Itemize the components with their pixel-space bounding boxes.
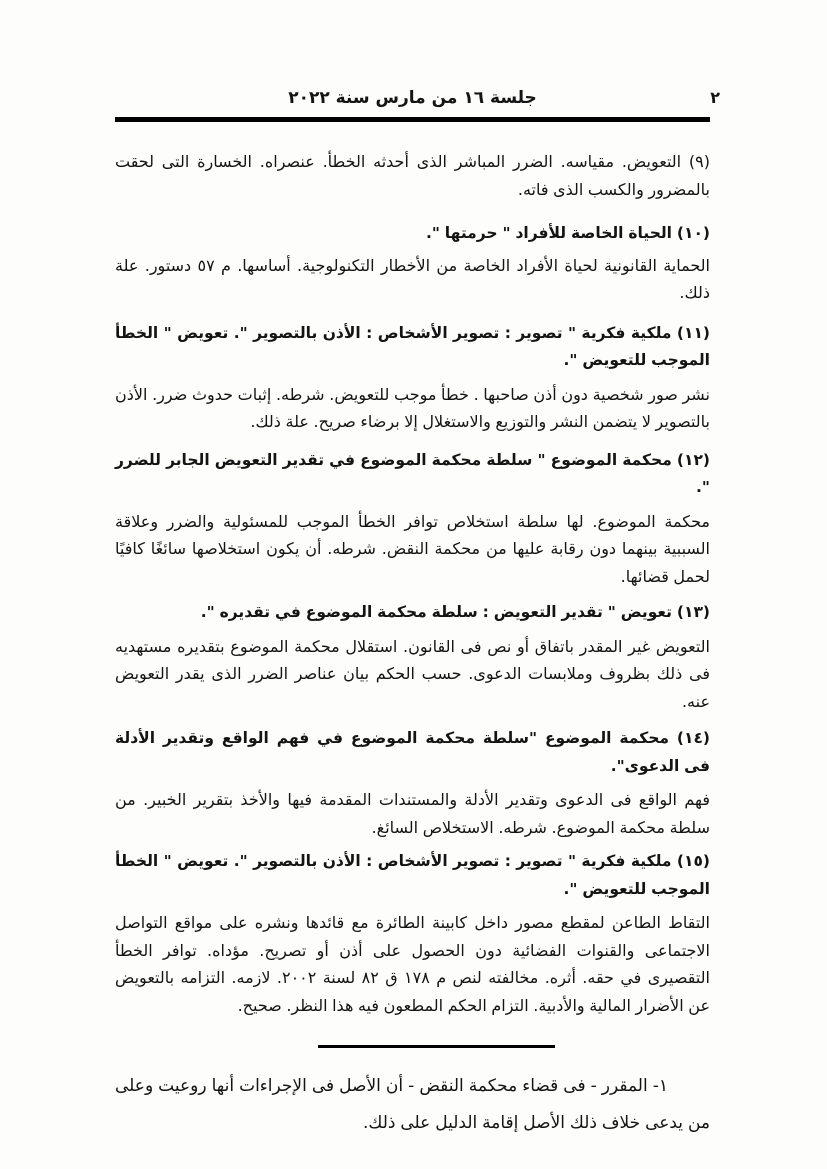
item-11-heading: (١١) ملكية فكرية " تصوير : تصوير الأشخاص : الأذن بالتصوير ". تعويض " الخطأ الموجب للتعويض ".: [115, 323, 710, 369]
item-11-body: نشر صور شخصية دون أذن صاحبها . خطأ موجب للتعويض. شرطه. إثبات حدوث ضرر. الأذن بالتصوير لا يتضمن النشر والتوزيع والاستغلال إلا برضاء صريح. علة ذلك.: [115, 384, 710, 431]
page-header: [115, 86, 720, 110]
item-12-body: محكمة الموضوع. لها سلطة استخلاص توافر الخطأ الموجب للمسئولية والضرر وعلاقة السببية بينهما دون رقابة عليها من محكمة النقض. شرطه. أن يكون استخلاصها سائغًا كافيًا لحمل قضائها.: [115, 511, 710, 586]
footnote-separator: [318, 1045, 555, 1048]
session-header-title: جلسة ١٦ من مارس سنة ٢٠٢٢: [288, 88, 537, 108]
footnote-text: ١- المقرر - فى قضاء محكمة النقض - أن الأصل فى الإجراءات أنها روعيت وعلى من يدعى خلاف ذلك الأصل إقامة الدليل على ذلك.: [115, 1076, 710, 1133]
item-15-body: التقاط الطاعن لمقطع مصور داخل كابينة الطائرة مع قائدها ونشره على مواقع التواصل الاجتماعى والقنوات الفضائية دون الحصول على أذن أو تصريح. مؤداه. توافر الخطأ التقصيرى في حقه. أثره. مخالفته لنص م ١٧٨ ق ٨٢ لسنة ٢٠٠٢. لازمه. التزامه بالتعويض عن الأضرار المالية والأدبية. التزام الحكم المطعون فيه هذا النظر. صحيح.: [115, 913, 710, 1015]
item-14-body: فهم الواقع فى الدعوى وتقدير الأدلة والمستندات المقدمة فيها والأخذ بتقرير الخبير. من سلطة محكمة الموضوع. شرطه. الاستخلاص السائغ.: [115, 790, 710, 837]
item-13-body: التعويض غير المقدر باتفاق أو نص فى القانون. استقلال محكمة الموضوع بتقديره مستهديه فى ذلك بظروف وملابسات الدعوى. حسب الحكم بيان عناصر الضرر الذى يقدر التعويض عنه.: [115, 636, 710, 711]
item-13-heading: (١٣) تعويض " تقدير التعويض : سلطة محكمة الموضوع في تقديره ".: [200, 603, 710, 621]
item-15-heading: (١٥) ملكية فكرية " تصوير : تصوير الأشخاص : الأذن بالتصوير ". تعويض " الخطأ الموجب للتعويض ".: [115, 852, 710, 898]
page-number: ٢: [710, 88, 720, 107]
item-14-heading: (١٤) محكمة الموضوع "سلطة محكمة الموضوع في فهم الواقع وتقدير الأدلة فى الدعوى".: [115, 729, 710, 775]
item-10-body: الحماية القانونية لحياة الأفراد الخاصة من الأخطار التكنولوجية. أساسها. م ٥٧ دستور. علة ذلك.: [115, 255, 711, 302]
header-rule: [115, 117, 710, 122]
item-9-paragraph: (٩) التعويض. مقياسه. الضرر المباشر الذى أحدثه الخطأ. عنصراه. الخسارة التى لحقت بالمضرور والكسب الذى فاته.: [115, 152, 710, 199]
summaries-section: [115, 148, 710, 1019]
item-12-heading: (١٢) محكمة الموضوع " سلطة محكمة الموضوع في تقدير التعويض الجابر للضرر ".: [115, 450, 710, 496]
item-10-heading: (١٠) الحياة الخاصة للأفراد " حرمتها ".: [425, 224, 710, 242]
